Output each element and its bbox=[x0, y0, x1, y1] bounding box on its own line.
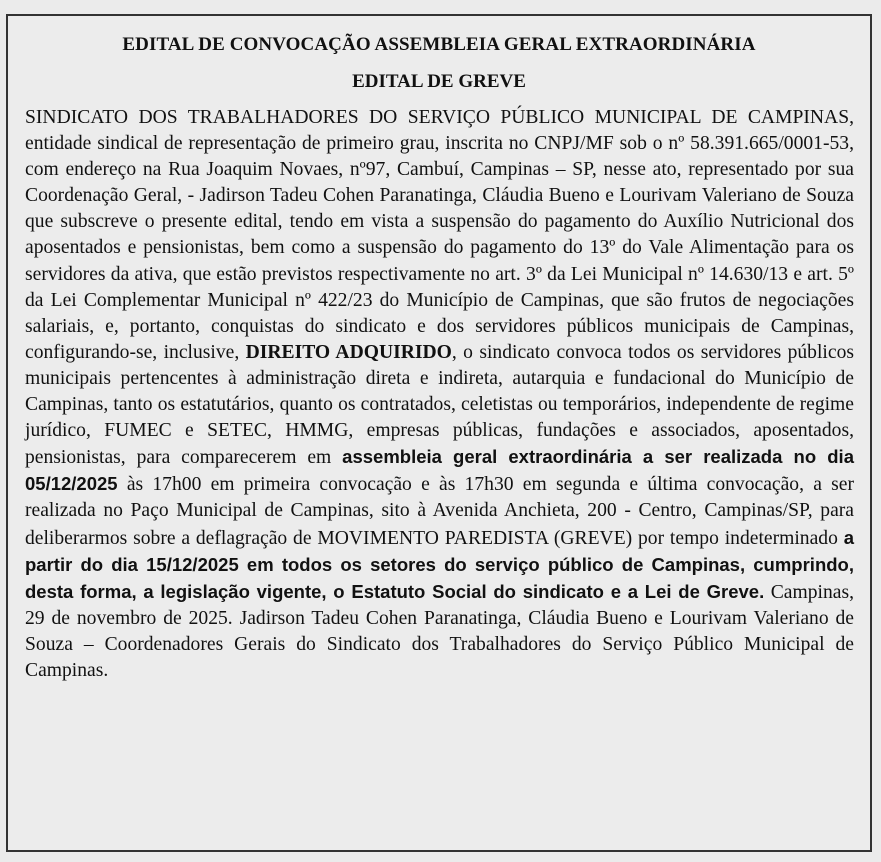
edital-title: EDITAL DE CONVOCAÇÃO ASSEMBLEIA GERAL EXTRAORDINÁRIA bbox=[122, 34, 756, 55]
body-text-part-2: , o sindicato convoca todos os servidores públicos municipais pertencentes à administração direta e indireta, autarquia e fundacional do Município de Campinas, tanto os estatutários, quanto os contratados, celetistas ou temporários, independente de regime jurídico, FUMEC e SETEC, HMMG, empresas públicas, fundações e associados, aposentados, pensionistas, para comparecerem em bbox=[25, 341, 854, 469]
body-text-part-1: SINDICATO DOS TRABALHADORES DO SERVIÇO PÚBLICO MUNICIPAL DE CAMPINAS, entidade sindical de representação de primeiro grau, inscrita no CNPJ/MF sob o nº 58.391.665/0001-53, com endereço na Rua Joaquim Novaes, nº97, Cambuí, Campinas – SP, nesse ato, representado por sua Coordenação Geral, - Jadirson Tadeu Cohen Paranatinga, Cláudia Bueno e Lourivam Valeriano de Souza que subscreve o presente edital, tendo em vista a suspensão do pagamento do Auxílio Nutricional dos aposentados e pensionistas, bem como a suspensão do pagamento do 13º do Vale Alimentação para os servidores da ativa, que estão previstos respectivamente no art. 3º da Lei Municipal nº 14.630/13 e art. 5º da Lei Complementar Municipal nº 422/23 do Município de Campinas, que são frutos de negociações salariais, e, portanto, conquistas do sindicato e dos servidores públicos municipais de Campinas, configurando-se, inclusive, bbox=[25, 107, 854, 363]
greve-start-bold: a partir do dia 15/12/2025 em todos os setores do serviço público de Campinas, cumprindo, desta forma, a legislação vigente, o Estatuto Social do sindicato e a Lei de Greve. bbox=[25, 526, 854, 602]
body-text-part-3: às 17h00 em primeira convocação e às 17h30 em segunda e última convocação, a ser realizada no Paço Municipal de Campinas, sito à Avenida Anchieta, 200 - Centro, Campinas/SP, para deliberarmos sobre a deflagração de MOVIMENTO PAREDISTA (GREVE) por tempo indeterminado bbox=[25, 474, 854, 549]
assembleia-date-bold: assembleia geral extraordinária a ser realizada no dia 05/12/2025 bbox=[25, 446, 854, 495]
edital-frame bbox=[6, 14, 872, 852]
direito-adquirido-bold: DIREITO ADQUIRIDO bbox=[245, 341, 452, 363]
edital-subtitle: EDITAL DE GREVE bbox=[352, 71, 526, 92]
body-text-part-4: Campinas, 29 de novembro de 2025. Jadirson Tadeu Cohen Paranatinga, Cláudia Bueno e Lourivam Valeriano de Souza – Coordenadores Gerais do Sindicato dos Trabalhadores do Serviço Público Municipal de Campinas. bbox=[25, 581, 854, 681]
edital-body bbox=[25, 105, 854, 684]
